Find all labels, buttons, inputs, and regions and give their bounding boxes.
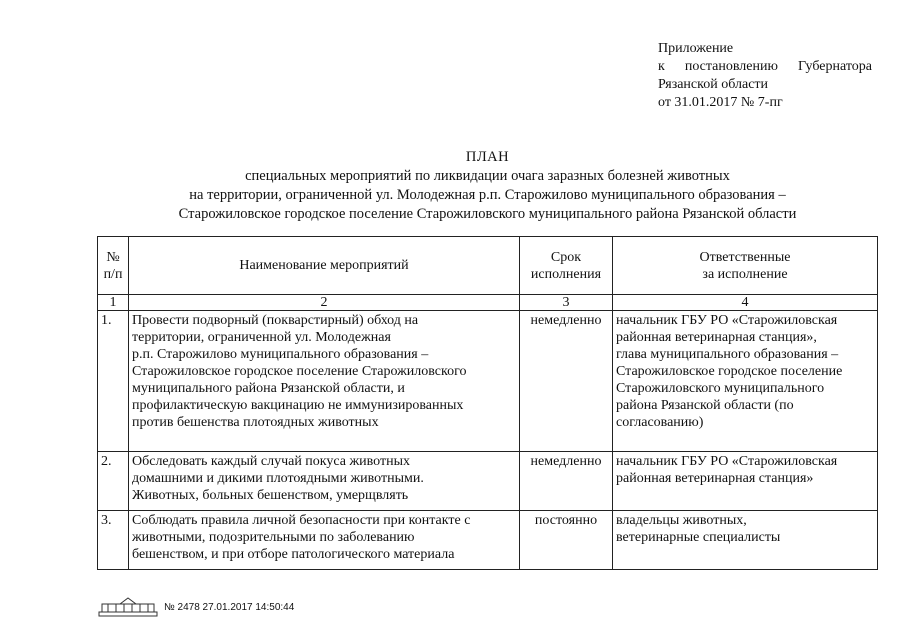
title-heading: ПЛАН — [465, 149, 510, 165]
header-term-line-1: Срок — [550, 249, 582, 265]
column-number: 4 — [613, 295, 878, 311]
registry-building-icon — [98, 596, 158, 618]
activity-line: бешенством, и при отборе патологического материала — [132, 547, 455, 562]
title-line-1: специальных мероприятий по ликвидации очага заразных болезней животных — [245, 168, 730, 184]
header-resp-line-1: Ответственные — [699, 249, 791, 265]
activity-line: Обследовать каждый случай покуса животных — [132, 454, 411, 469]
activity-line: Соблюдать правила личной безопасности при контакте с — [132, 513, 471, 528]
row-responsible — [613, 452, 878, 511]
responsible-line: районная ветеринарная станция», — [616, 330, 817, 345]
row-term: немедленно — [520, 311, 613, 452]
responsible-line: районная ветеринарная станция» — [616, 471, 814, 486]
header-name — [129, 237, 520, 295]
responsible-line: владельцы животных, — [616, 513, 747, 528]
title-line-3: Старожиловское городское поселение Старожиловского муниципального района Рязанской области — [178, 206, 797, 222]
row-responsible — [613, 311, 878, 452]
table-row — [98, 511, 878, 570]
plan-table — [97, 236, 878, 570]
header-name-text: Наименование мероприятий — [239, 258, 409, 273]
activity-line: животными, подозрительными по заболеванию — [132, 530, 415, 545]
activity-line: Старожиловское городское поселение Старожиловского — [132, 364, 467, 379]
stamp-text: № 2478 27.01.2017 14:50:44 — [164, 601, 295, 613]
column-number: 3 — [520, 295, 613, 311]
activity-line: р.п. Старожилово муниципального образования – — [132, 347, 429, 362]
activity-line: Животных, больных бешенством, умерщвлять — [132, 488, 409, 503]
responsible-line: Старожиловское городское поселение — [616, 364, 843, 379]
table-row — [98, 452, 878, 511]
table-row — [98, 311, 878, 452]
column-number: 1 — [98, 295, 129, 311]
responsible-line: глава муниципального образования – — [616, 347, 839, 362]
activity-line: Провести подворный (покварстирный) обход на — [132, 313, 419, 328]
row-number: 1. — [98, 311, 129, 452]
appendix-line-2 — [658, 58, 872, 76]
responsible-line: согласованию) — [616, 415, 704, 430]
appendix-line-4: от 31.01.2017 № 7-пг — [658, 95, 783, 110]
header-num — [98, 237, 129, 295]
header-responsible — [613, 237, 878, 295]
activity-line: против бешенства плотоядных животных — [132, 415, 379, 430]
appendix-line-3: Рязанской области — [658, 77, 769, 92]
appendix-word: к — [658, 59, 665, 74]
row-activity — [129, 311, 520, 452]
header-term-line-2: исполнения — [530, 266, 602, 282]
header-term — [520, 237, 613, 295]
responsible-line: начальник ГБУ РО «Старожиловская — [616, 313, 838, 328]
table-header-row — [98, 237, 878, 295]
title-line-2: на территории, ограниченной ул. Молодежная р.п. Старожилово муниципального образования – — [189, 187, 786, 203]
row-number: 3. — [98, 511, 129, 570]
appendix-block — [658, 40, 880, 112]
activity-line: профилактическую вакцинацию не иммунизированных — [132, 398, 464, 413]
header-num-line-1: № — [106, 249, 120, 265]
document-title — [90, 148, 885, 224]
appendix-word: постановлению — [684, 59, 778, 74]
responsible-line: ветеринарные специалисты — [616, 530, 781, 545]
responsible-line: начальник ГБУ РО «Старожиловская — [616, 454, 838, 469]
row-term: постоянно — [520, 511, 613, 570]
activity-line: домашними и дикими плотоядными животными. — [132, 471, 424, 486]
row-responsible — [613, 511, 878, 570]
responsible-line: Старожиловского муниципального — [616, 381, 825, 396]
registration-stamp — [98, 596, 294, 618]
row-activity — [129, 452, 520, 511]
row-number: 2. — [98, 452, 129, 511]
column-number: 2 — [129, 295, 520, 311]
row-activity — [129, 511, 520, 570]
header-num-line-2: п/п — [103, 266, 123, 282]
activity-line: территории, ограниченной ул. Молодежная — [132, 330, 391, 345]
appendix-line-1: Приложение — [658, 41, 734, 56]
column-number-row — [98, 295, 878, 311]
responsible-line: района Рязанской области (по — [616, 398, 794, 413]
appendix-word: Губернатора — [797, 59, 872, 74]
activity-line: муниципального района Рязанской области, и — [132, 381, 405, 396]
header-resp-line-2: за исполнение — [702, 266, 788, 282]
row-term: немедленно — [520, 452, 613, 511]
